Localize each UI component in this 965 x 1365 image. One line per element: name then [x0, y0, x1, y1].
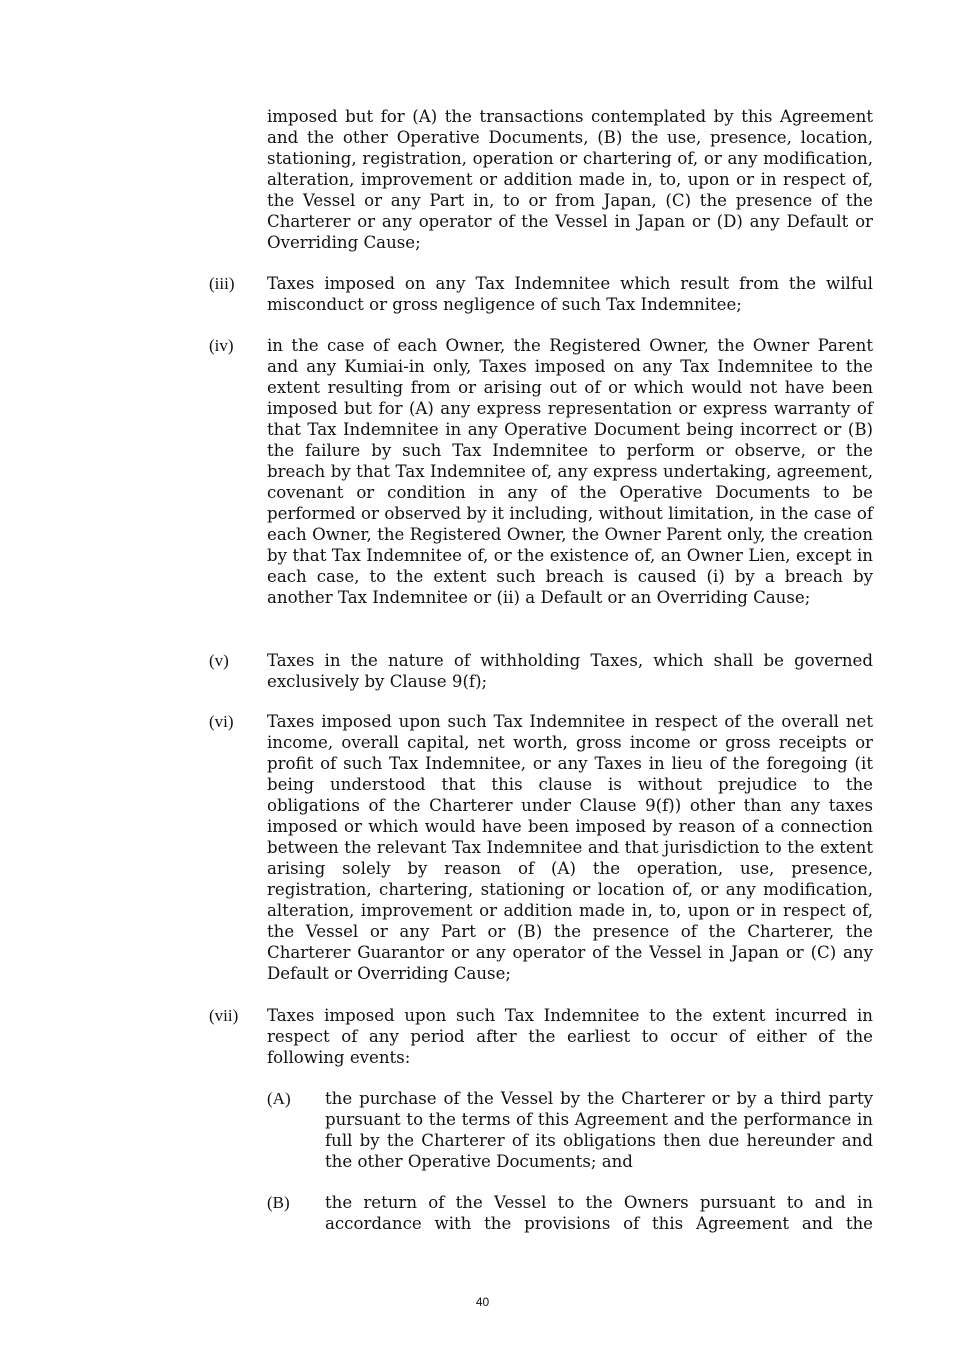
item-text-v: Taxes in the nature of withholding Taxes, which shall be governed exclusively by Clause 9(f);	[267, 651, 873, 691]
item-marker-iii: (iii)	[209, 274, 235, 293]
item-marker-iv: (iv)	[209, 336, 234, 355]
subitem-marker-b: (B)	[267, 1193, 290, 1212]
item-marker-vii: (vii)	[209, 1006, 239, 1025]
item-text-vii: Taxes imposed upon such Tax Indemnitee to the extent incurred in respect of any period after the earliest to occur of either of the following events:	[267, 1006, 873, 1067]
item-text-iii: Taxes imposed on any Tax Indemnitee which result from the wilful misconduct or gross negligence of such Tax Indemnitee;	[267, 274, 873, 314]
item-marker-v: (v)	[209, 651, 229, 670]
subitem-text-b: the return of the Vessel to the Owners pursuant to and in accordance with the provisions of this Agreement and the	[325, 1193, 873, 1233]
subitem-text-a: the purchase of the Vessel by the Charterer or by a third party pursuant to the terms of this Agreement and the performance in full by the Charterer of its obligations then due hereunder and the other Operative Documents; and	[325, 1089, 873, 1171]
page-number: 40	[475, 1295, 490, 1309]
continuation-paragraph: imposed but for (A) the transactions contemplated by this Agreement and the other Operative Documents, (B) the use, presence, location, stationing, registration, operation or chartering of, or any modification, alteration, improvement or addition made in, to, upon or in respect of, the Vessel or any Part in, to or from Japan, (C) the presence of the Charterer or any operator of the Vessel in Japan or (D) any Default or Overriding Cause;	[267, 107, 873, 252]
item-text-vi: Taxes imposed upon such Tax Indemnitee in respect of the overall net income, overall capital, net worth, gross income or gross receipts or profit of such Tax Indemnitee, or any Taxes in lieu of the foregoing (it being understood that this clause is without prejudice to the obligations of the Charterer under Clause 9(f)) other than any taxes imposed or which would have been imposed by reason of a connection between the relevant Tax Indemnitee and that jurisdiction to the extent arising solely by reason of (A) the operation, use, presence, registration, chartering, stationing or location of, or any modification, alteration, improvement or addition made in, to, upon or in respect of, the Vessel or any Part or (B) the presence of the Charterer, the Charterer Guarantor or any operator of the Vessel in Japan or (C) any Default or Overriding Cause;	[267, 712, 873, 983]
item-text-iv: in the case of each Owner, the Registered Owner, the Owner Parent and any Kumiai-in only, Taxes imposed on any Tax Indemnitee to the extent resulting from or arising out of or which would not have been imposed but for (A) any express representation or express warranty of that Tax Indemnitee in any Operative Document being incorrect or (B) the failure by such Tax Indemnitee to perform or observe, or the breach by that Tax Indemnitee of, any express undertaking, agreement, covenant or condition in any of the Operative Documents to be performed or observed by it including, without limitation, in the case of each Owner, the Registered Owner, the Owner Parent only, the creation by that Tax Indemnitee of, or the existence of, an Owner Lien, except in each case, to the extent such breach is caused (i) by a breach by another Tax Indemnitee or (ii) a Default or an Overriding Cause;	[267, 336, 873, 607]
item-marker-vi: (vi)	[209, 712, 234, 731]
subitem-marker-a: (A)	[267, 1089, 291, 1108]
